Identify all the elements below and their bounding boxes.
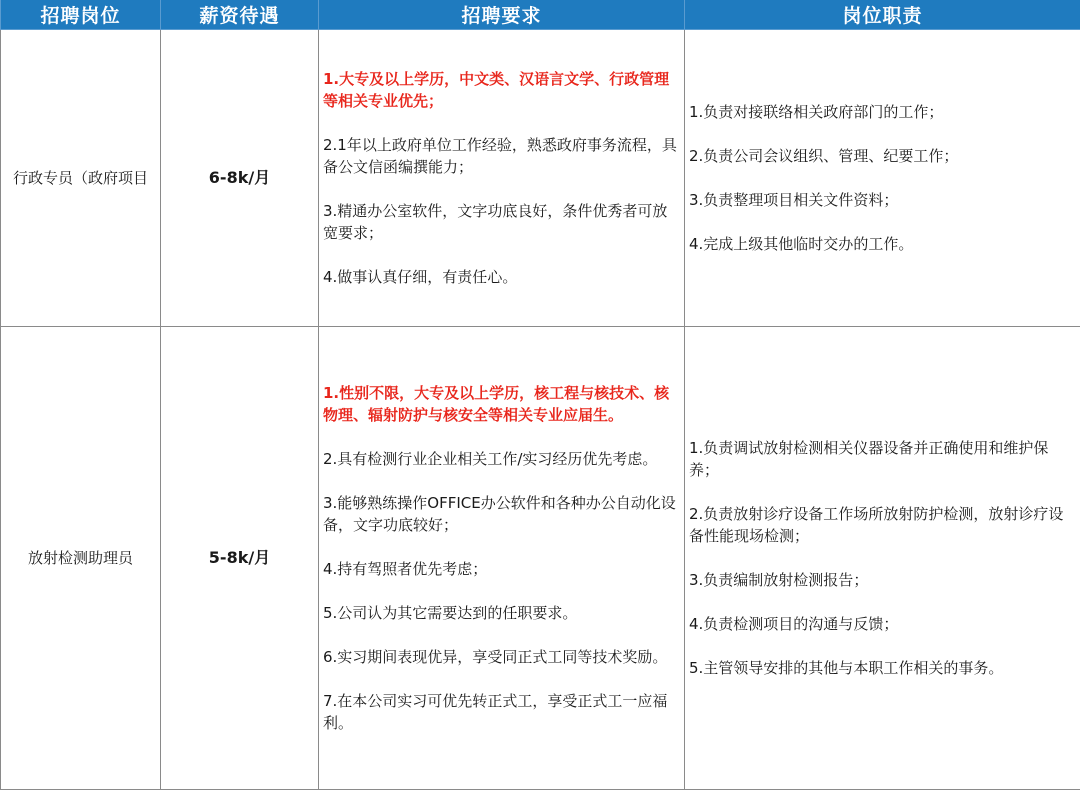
duty-item: 1.负责调试放射检测相关仪器设备并正确使用和维护保养； (689, 437, 1076, 481)
duty-item: 5.主管领导安排的其他与本职工作相关的事务。 (689, 657, 1076, 679)
requirement-item: 4.持有驾照者优先考虑； (323, 558, 680, 580)
duty-item: 2.负责放射诊疗设备工作场所放射防护检测，放射诊疗设备性能现场检测； (689, 503, 1076, 547)
salary-cell: 6-8k/月 (161, 30, 319, 327)
header-position: 招聘岗位 (1, 0, 161, 30)
requirement-item: 3.能够熟练操作OFFICE办公软件和各种办公自动化设备，文字功底较好； (323, 492, 680, 536)
table-header (1, 0, 1080, 30)
requirement-item: 2.1年以上政府单位工作经验，熟悉政府事务流程，具备公文信函编撰能力； (323, 134, 680, 178)
duty-item: 4.完成上级其他临时交办的工作。 (689, 233, 1076, 255)
requirement-item: 1.性别不限，大专及以上学历，核工程与核技术、核物理、辐射防护与核安全等相关专业应届生。 (323, 382, 680, 426)
duty-item: 2.负责公司会议组织、管理、纪要工作； (689, 145, 1076, 167)
requirement-item: 3.精通办公室软件，文字功底良好，条件优秀者可放宽要求； (323, 200, 680, 244)
position-cell: 放射检测助理员 (1, 327, 161, 790)
salary-cell: 5-8k/月 (161, 327, 319, 790)
duty-item: 1.负责对接联络相关政府部门的工作； (689, 101, 1076, 123)
requirement-item: 5.公司认为其它需要达到的任职要求。 (323, 602, 680, 624)
duty-item: 4.负责检测项目的沟通与反馈； (689, 613, 1076, 635)
requirement-item: 6.实习期间表现优异，享受同正式工同等技术奖励。 (323, 646, 680, 668)
duty-item: 3.负责整理项目相关文件资料； (689, 189, 1076, 211)
table-row (1, 30, 1080, 327)
header-duties: 岗位职责 (685, 0, 1080, 30)
duty-item: 3.负责编制放射检测报告； (689, 569, 1076, 591)
position-cell: 行政专员（政府项目 (1, 30, 161, 327)
requirement-item: 2.具有检测行业企业相关工作/实习经历优先考虑。 (323, 448, 680, 470)
header-salary: 薪资待遇 (161, 0, 319, 30)
table-row (1, 327, 1080, 790)
requirement-item: 1.大专及以上学历，中文类、汉语言文学、行政管理等相关专业优先； (323, 68, 680, 112)
header-requirements: 招聘要求 (319, 0, 685, 30)
requirements-cell (319, 327, 685, 790)
requirements-cell (319, 30, 685, 327)
duties-cell (685, 30, 1080, 327)
requirement-item: 7.在本公司实习可优先转正式工，享受正式工一应福利。 (323, 690, 680, 734)
duties-cell (685, 327, 1080, 790)
requirement-item: 4.做事认真仔细，有责任心。 (323, 266, 680, 288)
